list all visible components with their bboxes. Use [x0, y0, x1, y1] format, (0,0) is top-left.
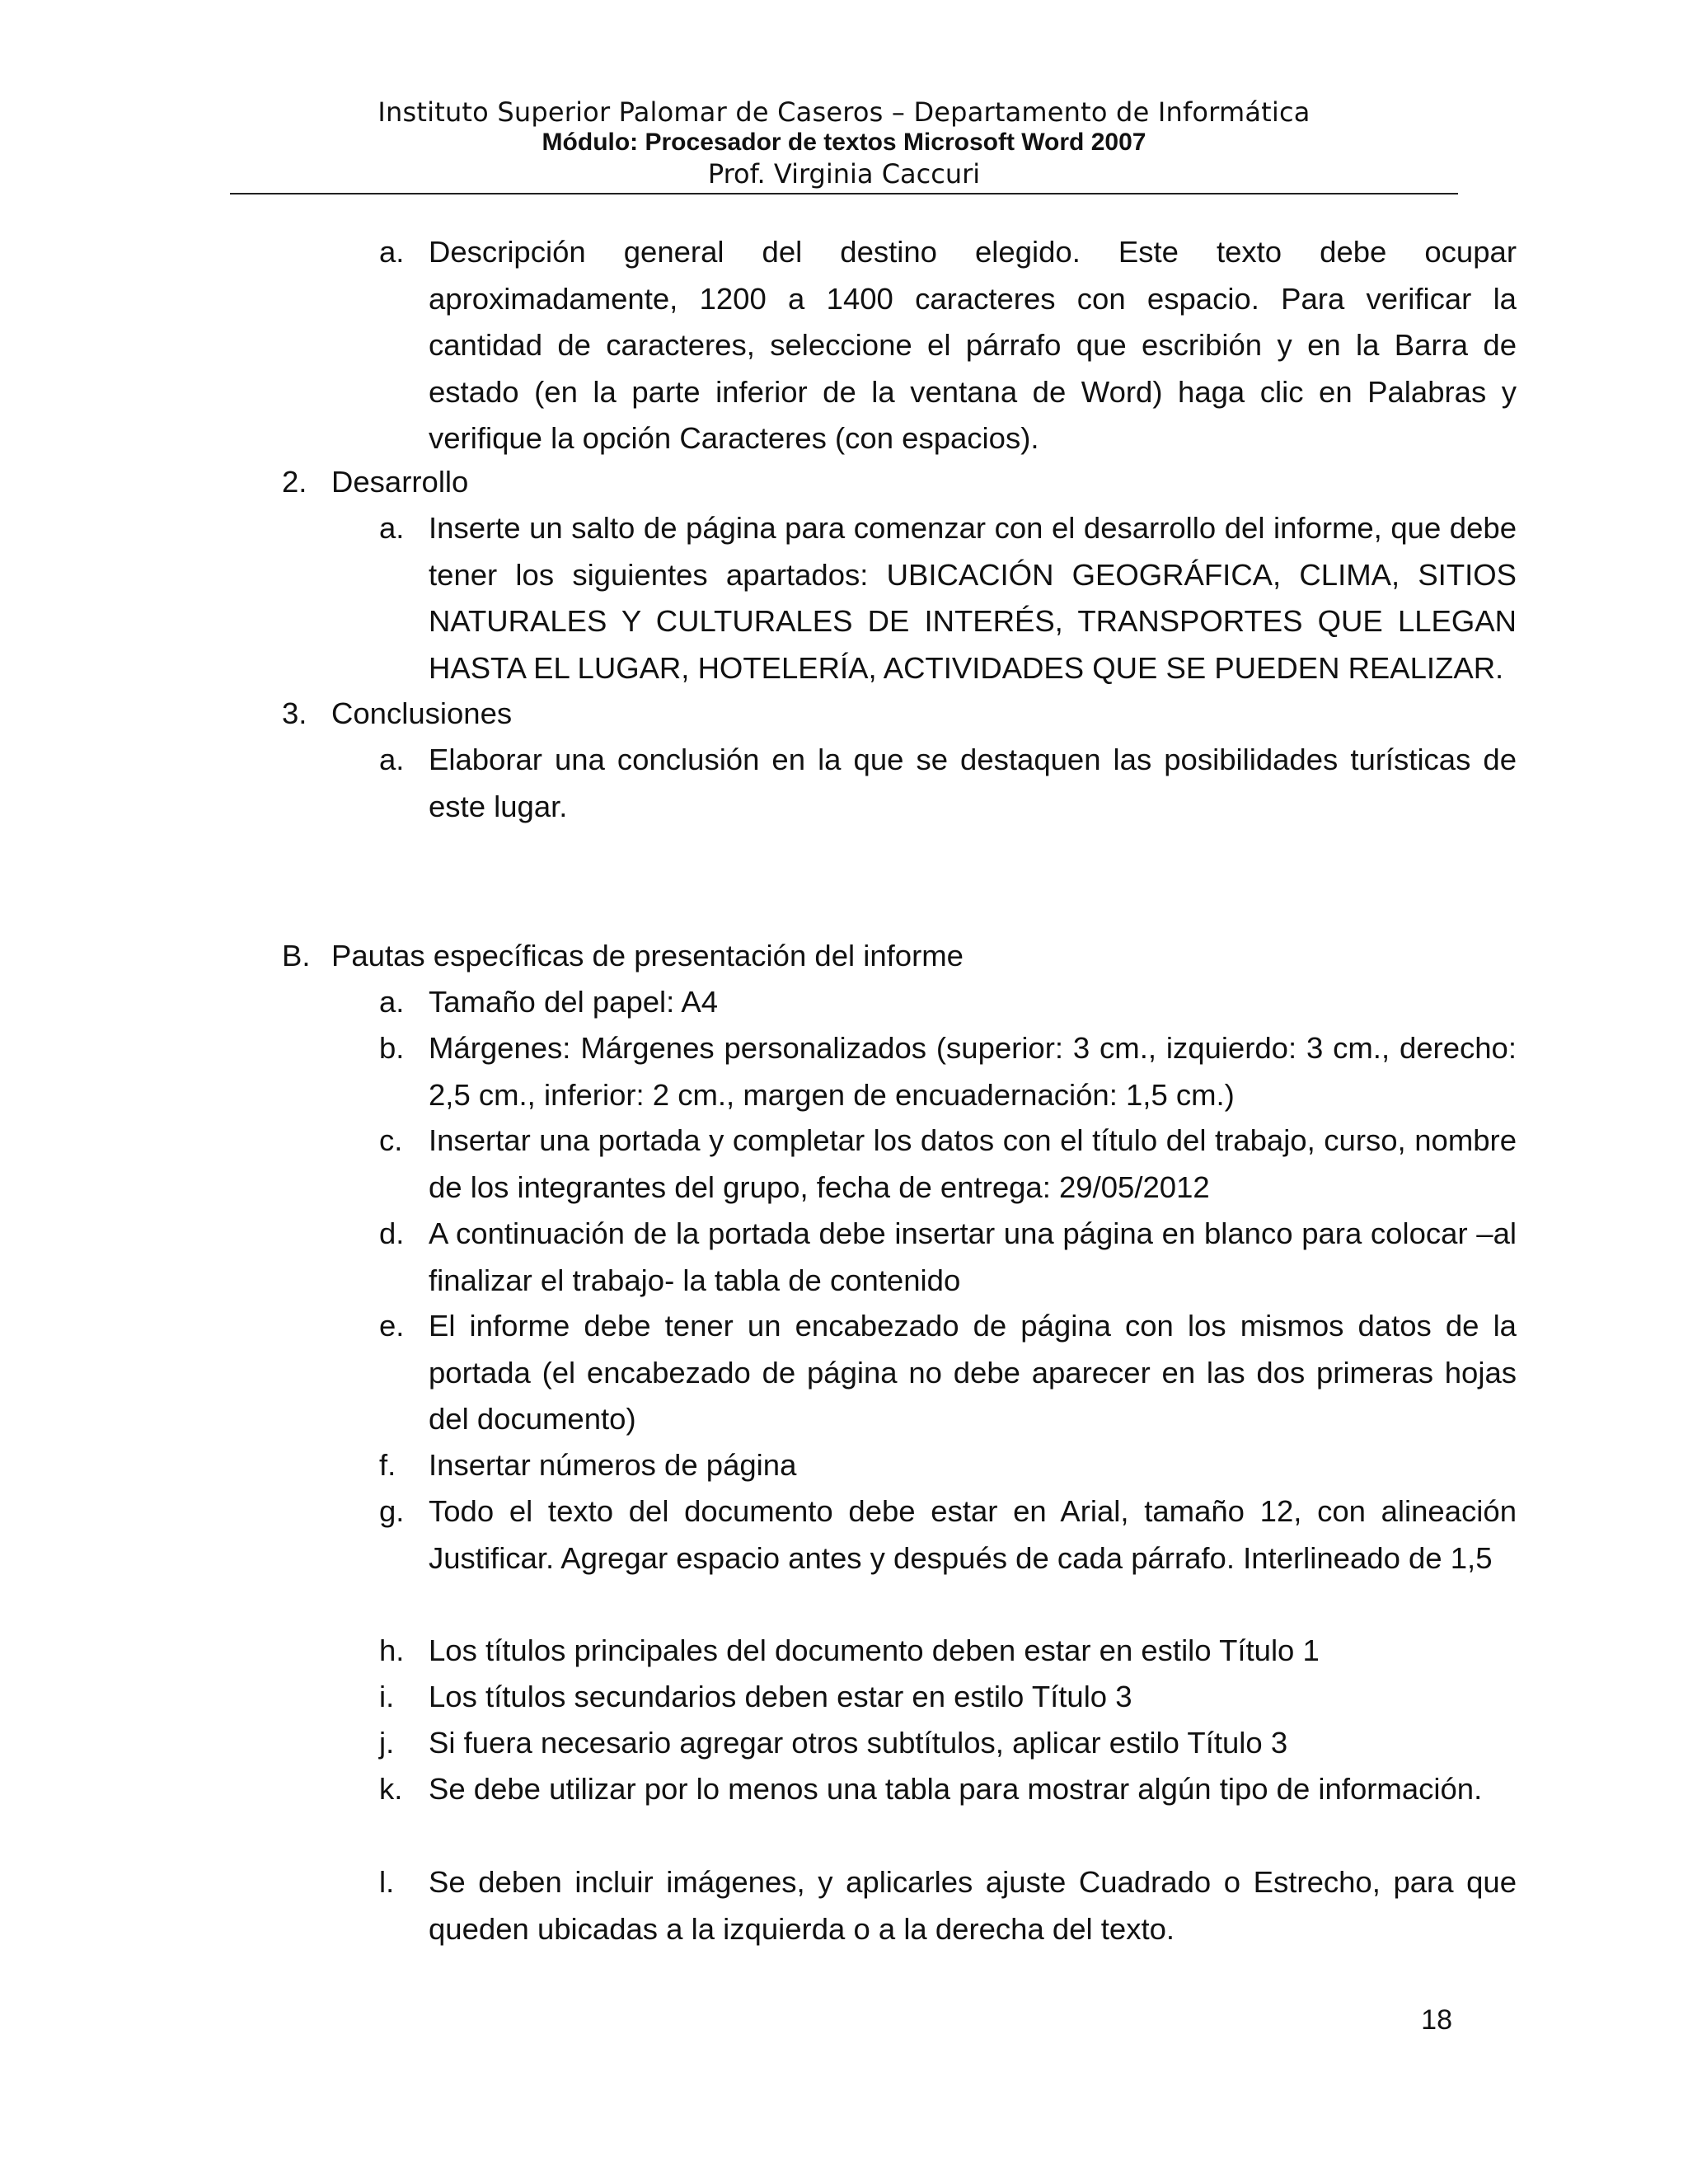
list-item-text: A continuación de la portada debe insertar una página en blanco para colocar –al finalizar el trabajo- la tabla de contenido: [429, 1216, 1517, 1297]
page-number: 18: [1421, 2004, 1452, 2036]
list-marker: b.: [379, 1031, 405, 1065]
list-item-text: Descripción general del destino elegido. Este texto debe ocupar aproximadamente, 1200 a 1400 caracteres con espacio. Para verificar la cantidad de caracteres, seleccione el párrafo que escribión y en la Barra de estado (en la parte inferior de la ventana de Word) haga clic en Palabras y verifique la opción Caracteres (con espacios).: [429, 235, 1517, 455]
list-item-text: Inserte un salto de página para comenzar con el desarrollo del informe, que debe tener los siguientes apartados: UBICACIÓN GEOGRÁFICA, CLIMA, SITIOS NATURALES Y CULTURALES DE INTERÉS, TRANSPORTES QUE LLEGAN HASTA EL LUGAR, HOTELERÍA, ACTIVIDADES QUE SE PUEDEN REALIZAR.: [429, 511, 1517, 685]
section-title: Pautas específicas de presentación del informe: [331, 939, 964, 972]
list-marker: a.: [379, 743, 405, 776]
list-item-text: Se deben incluir imágenes, y aplicarles ajuste Cuadrado o Estrecho, para que queden ubicadas a la izquierda o a la derecha del texto.: [429, 1865, 1517, 1946]
list-item-text: Todo el texto del documento debe estar en Arial, tamaño 12, con alineación Justificar. Agregar espacio antes y después de cada párrafo. Interlineado de 1,5: [429, 1494, 1517, 1575]
list-marker: a.: [379, 985, 405, 1019]
list-marker: i.: [379, 1680, 395, 1713]
list-item-text: Se debe utilizar por lo menos una tabla para mostrar algún tipo de información.: [429, 1772, 1483, 1806]
list-marker: e.: [379, 1309, 405, 1343]
section-title: Desarrollo: [331, 465, 469, 499]
list-marker: j.: [379, 1726, 395, 1760]
list-item-text: Márgenes: Márgenes personalizados (superior: 3 cm., izquierdo: 3 cm., derecho: 2,5 cm., inferior: 2 cm., margen de encuadernación: 1,5 cm.): [429, 1031, 1517, 1112]
list-item-text: Tamaño del papel: A4: [429, 985, 719, 1019]
page-header: [230, 96, 1458, 191]
header-professor: Prof. Virginia Caccuri: [707, 158, 981, 190]
section-title: Conclusiones: [331, 696, 513, 730]
list-item-text: Si fuera necesario agregar otros subtítulos, aplicar estilo Título 3: [429, 1726, 1288, 1760]
list-item-text: Elaborar una conclusión en la que se destaquen las posibilidades turísticas de este lugar.: [429, 743, 1517, 823]
header-divider: [230, 193, 1458, 194]
list-item-text: El informe debe tener un encabezado de página con los mismos datos de la portada (el encabezado de página no debe aparecer en las dos primeras hojas del documento): [429, 1309, 1517, 1436]
list-item-text: Insertar números de página: [429, 1448, 797, 1482]
section-marker: 3.: [282, 696, 307, 730]
list-marker: d.: [379, 1216, 405, 1250]
list-item-text: Los títulos secundarios deben estar en estilo Título 3: [429, 1680, 1132, 1713]
list-marker: a.: [379, 235, 405, 269]
header-module: Módulo: Procesador de textos Microsoft Word 2007: [542, 129, 1146, 156]
header-institution: Instituto Superior Palomar de Caseros – Departamento de Informática: [377, 96, 1311, 128]
section-marker: B.: [282, 939, 311, 972]
list-marker: a.: [379, 511, 405, 545]
section-marker: 2.: [282, 465, 307, 499]
list-item-text: Insertar una portada y completar los datos con el título del trabajo, curso, nombre de los integrantes del grupo, fecha de entrega: 29/05/2012: [429, 1123, 1517, 1204]
list-marker: k.: [379, 1772, 403, 1806]
list-marker: f.: [379, 1448, 396, 1482]
list-marker: c.: [379, 1123, 403, 1157]
list-item-text: Los títulos principales del documento deben estar en estilo Título 1: [429, 1633, 1320, 1667]
list-marker: l.: [379, 1865, 395, 1899]
list-marker: g.: [379, 1494, 405, 1528]
list-marker: h.: [379, 1633, 405, 1667]
